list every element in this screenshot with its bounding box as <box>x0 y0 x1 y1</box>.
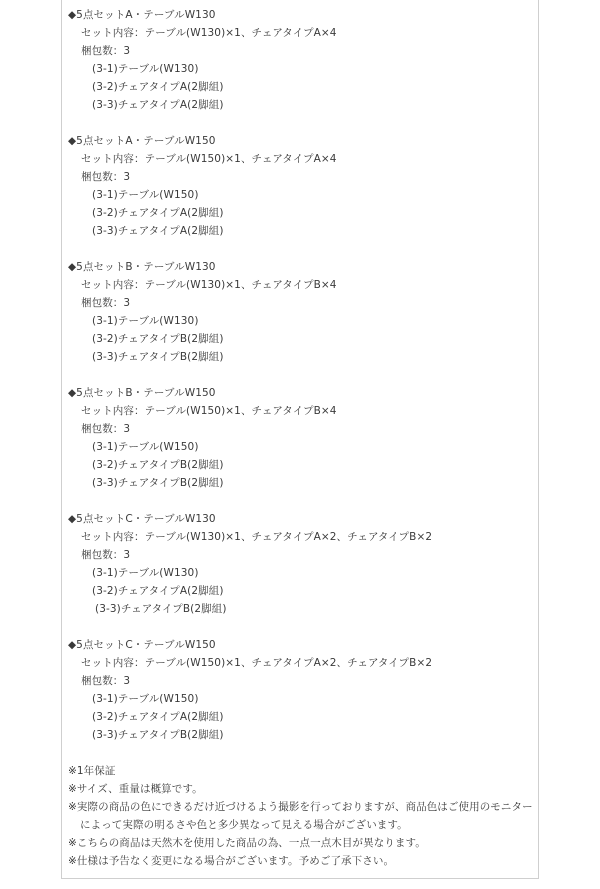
spec-list <box>68 6 533 870</box>
set-content: セット内容：テーブル(W150)×1、チェアタイプA×2、チェアタイプB×2 <box>81 657 433 669</box>
package-item: (3-2)チェアタイプA(2脚組) <box>92 207 224 219</box>
package-item: (3-2)チェアタイプB(2脚組) <box>92 333 224 345</box>
package-item: (3-2)チェアタイプA(2脚組) <box>92 81 224 93</box>
set-block <box>68 384 533 492</box>
package-count: 梱包数：3 <box>81 423 131 435</box>
package-item: (3-1)テーブル(W150) <box>92 693 199 705</box>
set-title: ◆5点セットC・テーブルW150 <box>68 639 216 651</box>
package-count: 梱包数：3 <box>81 171 131 183</box>
set-content: セット内容：テーブル(W150)×1、チェアタイプB×4 <box>81 405 337 417</box>
package-item: (3-3)チェアタイプB(2脚組) <box>92 477 224 489</box>
package-count: 梱包数：3 <box>81 297 131 309</box>
set-title: ◆5点セットB・テーブルW150 <box>68 387 216 399</box>
set-block <box>68 132 533 240</box>
set-content: セット内容：テーブル(W130)×1、チェアタイプB×4 <box>81 279 337 291</box>
note-size: ※サイズ、重量は概算です。 <box>68 783 203 795</box>
set-block <box>68 636 533 744</box>
package-count: 梱包数：3 <box>81 45 131 57</box>
package-item: (3-3)チェアタイプB(2脚組) <box>92 351 224 363</box>
package-item: (3-1)テーブル(W130) <box>92 63 199 75</box>
set-block <box>68 6 533 114</box>
package-item: (3-3)チェアタイプA(2脚組) <box>92 225 224 237</box>
note-wood: ※こちらの商品は天然木を使用した商品の為、一点一点木目が異なります。 <box>68 837 426 849</box>
notes-block <box>68 762 533 870</box>
package-item: (3-1)テーブル(W150) <box>92 441 199 453</box>
package-item: (3-1)テーブル(W130) <box>92 315 199 327</box>
set-block <box>68 258 533 366</box>
note-color-continued: によって実際の明るさや色と多少異なって見える場合がございます。 <box>80 819 408 831</box>
set-title: ◆5点セットA・テーブルW150 <box>68 135 216 147</box>
set-content: セット内容：テーブル(W150)×1、チェアタイプA×4 <box>81 153 337 165</box>
note-spec: ※仕様は予告なく変更になる場合がございます。予めご了承下さい。 <box>68 855 395 867</box>
set-title: ◆5点セットA・テーブルW130 <box>68 9 216 21</box>
package-item: (3-3)チェアタイプB(2脚組) <box>92 729 224 741</box>
package-item: (3-2)チェアタイプB(2脚組) <box>92 459 224 471</box>
set-content: セット内容：テーブル(W130)×1、チェアタイプA×4 <box>81 27 337 39</box>
set-title: ◆5点セットB・テーブルW130 <box>68 261 216 273</box>
package-item: (3-2)チェアタイプA(2脚組) <box>92 585 224 597</box>
package-item: (3-1)テーブル(W150) <box>92 189 199 201</box>
package-count: 梱包数：3 <box>81 549 131 561</box>
set-title: ◆5点セットC・テーブルW130 <box>68 513 216 525</box>
note-warranty: ※1年保証 <box>68 765 116 777</box>
set-content: セット内容：テーブル(W130)×1、チェアタイプA×2、チェアタイプB×2 <box>81 531 433 543</box>
set-block <box>68 510 533 618</box>
package-item: (3-1)テーブル(W130) <box>92 567 199 579</box>
package-item: (3-2)チェアタイプA(2脚組) <box>92 711 224 723</box>
note-color: ※実際の商品の色にできるだけ近づけるよう撮影を行っておりますが、商品色はご使用のモニター <box>68 801 533 813</box>
package-item: (3-3)チェアタイプB(2脚組) <box>95 603 227 615</box>
package-item: (3-3)チェアタイプA(2脚組) <box>92 99 224 111</box>
package-count: 梱包数：3 <box>81 675 131 687</box>
